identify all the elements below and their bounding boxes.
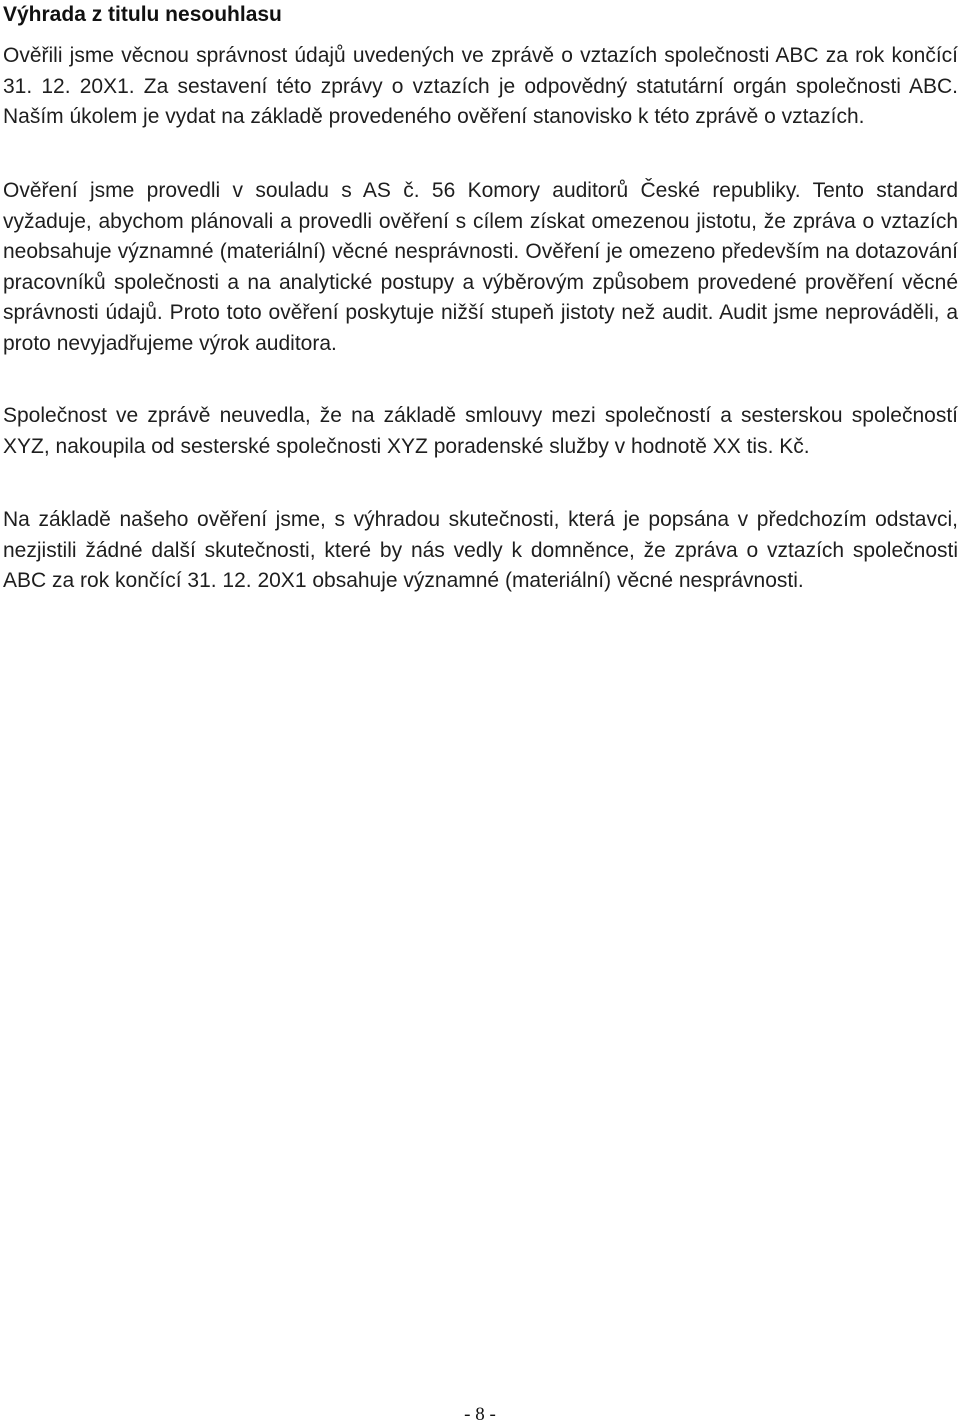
section-heading: Výhrada z titulu nesouhlasu — [3, 3, 282, 26]
paragraph-conclusion: Na základě našeho ověření jsme, s výhradou skutečnosti, která je popsána v předchozím odstavci, nezjistili žádné další skutečnosti, které by nás vedly k domněnce, že zpráva o vztazích společnosti ABC za rok končící 31. 12. 20X1 obsahuje významné (materiální) věcné nesprávnosti. — [3, 508, 958, 592]
paragraph-finding: Společnost ve zprávě neuvedla, že na základě smlouvy mezi společností a sesterskou společností XYZ, nakoupila od sesterské společnosti XYZ poradenské služby v hodnotě XX tis. Kč. — [3, 404, 958, 458]
paragraph-scope: Ověřili jsme věcnou správnost údajů uvedených ve zprávě o vztazích společnosti ABC za rok končící 31. 12. 20X1. Za sestavení této zprávy o vztazích je odpovědný statutární orgán společnosti ABC. Naším úkolem je vydat na základě provedeného ověření stanovisko k této zprávě o vztazích. — [3, 44, 958, 128]
page-number: - 8 - — [464, 1404, 496, 1425]
paragraph-standard: Ověření jsme provedli v souladu s AS č. 56 Komory auditorů České republiky. Tento standard vyžaduje, abychom plánovali a provedli ověření s cílem získat omezenou jistotu, že zpráva o vztazích neobsahuje významné (materiální) věcné nesprávnosti. Ověření je omezeno především na dotazování pracovníků společnosti a na analytické postupy a výběrovým způsobem provedené prověření věcné správnosti údajů. Proto toto ověření poskytuje nižší stupeň jistoty než audit. Audit jsme neprováděli, a proto nevyjadřujeme výrok auditora. — [3, 179, 958, 355]
